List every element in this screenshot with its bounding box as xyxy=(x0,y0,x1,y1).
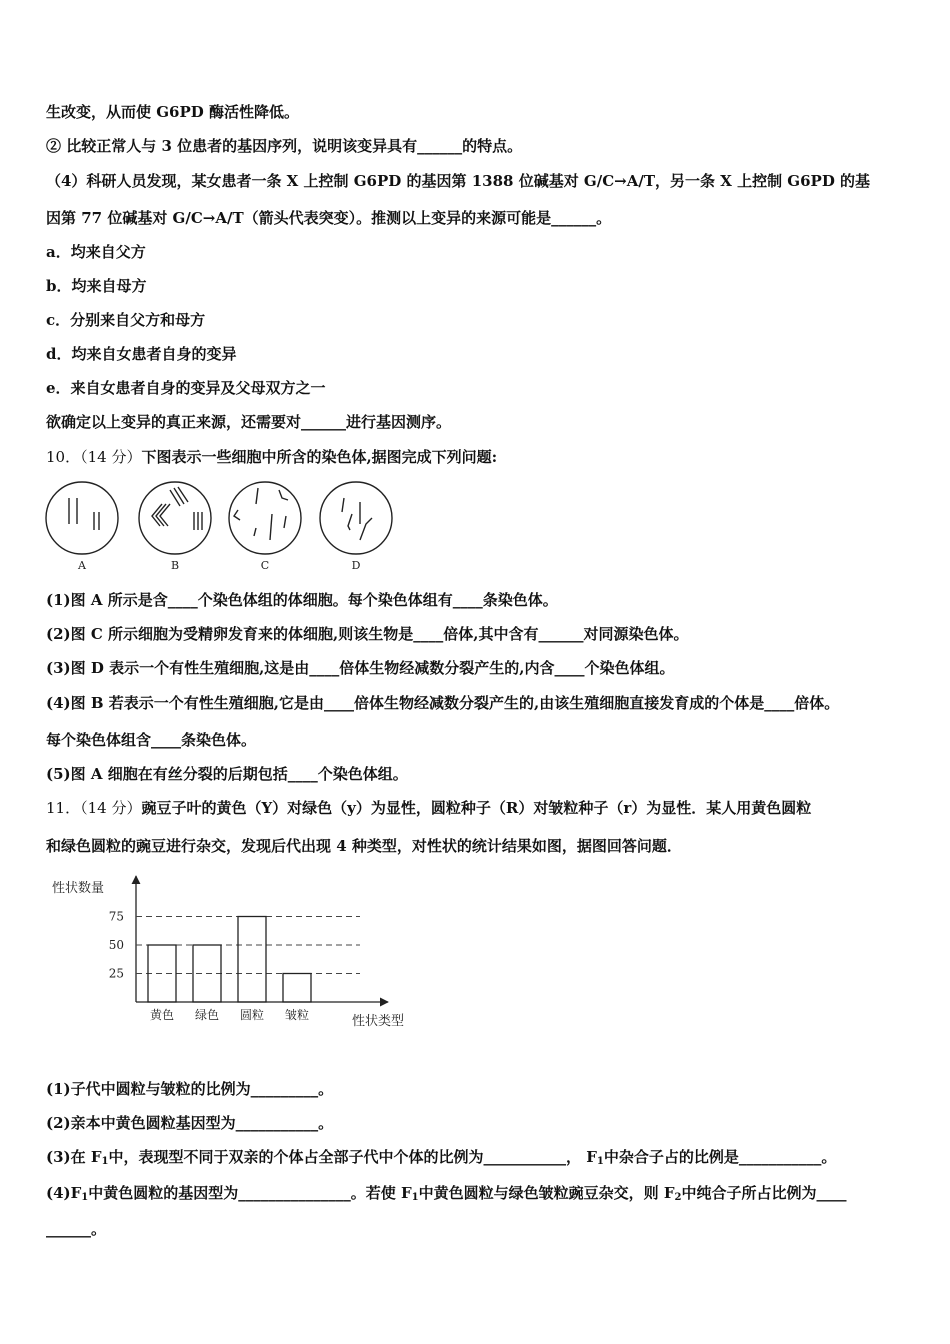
q10-part-4: (4)图 B 若表示一个有性生殖细胞,它是由____倍体生物经减数分裂产生的,由该生殖细胞直接发育成的个体是____倍体。 xyxy=(46,694,840,712)
text: (4)F xyxy=(46,1184,82,1202)
bar xyxy=(283,974,311,1003)
option-c: c．分别来自父方和母方 xyxy=(46,311,206,329)
cell-label: B xyxy=(170,559,180,572)
x-axis-label: 性状类型 xyxy=(352,1014,405,1029)
question-10-header xyxy=(46,447,497,467)
category-label: 绿色 xyxy=(194,1008,220,1022)
bar xyxy=(238,917,266,1003)
q11-part-4 xyxy=(46,1183,846,1208)
option-b: b．均来自母方 xyxy=(46,277,147,295)
subscript: 1 xyxy=(411,1192,419,1203)
text: 中纯合子所占比例为____ xyxy=(681,1184,847,1202)
trait-bar-chart xyxy=(40,872,430,1042)
subscript: 1 xyxy=(596,1156,604,1167)
chromosome-cells-figure xyxy=(42,478,402,574)
text: 中杂合子占的比例是___________。 xyxy=(603,1148,837,1166)
y-axis-label: 性状数量 xyxy=(52,881,105,896)
q10-part-1: (1)图 A 所示是含____个染色体组的体细胞。每个染色体组有____条染色体。 xyxy=(46,591,558,609)
text-line: ② 比较正常人与 3 位患者的基因序列，说明该变异具有______的特点。 xyxy=(46,137,523,155)
q10-part-3: (3)图 D 表示一个有性生殖细胞,这是由____倍体生物经减数分裂产生的,内含____个染色体组。 xyxy=(46,659,675,677)
subscript: 1 xyxy=(81,1192,89,1203)
q10-part-5: (5)图 A 细胞在有丝分裂的后期包括____个染色体组。 xyxy=(46,765,408,783)
category-label: 黄色 xyxy=(149,1008,175,1022)
option-e: e．来自女患者自身的变异及父母双方之一 xyxy=(46,379,326,397)
q11-part-2: (2)亲本中黄色圆粒基因型为___________。 xyxy=(46,1114,334,1132)
text-line: 生改变，从而使 G6PD 酶活性降低。 xyxy=(46,103,299,121)
cell-a xyxy=(46,482,118,554)
category-label: 皱粒 xyxy=(284,1008,310,1022)
option-d: d．均来自女患者自身的变异 xyxy=(46,345,237,363)
text-line: 因第 77 位碱基对 G/C→A/T（箭头代表突变）。推测以上变异的来源可能是______。 xyxy=(46,209,612,227)
text: 中，表现型不同于双亲的个体占全部子代中个体的比例为___________， F xyxy=(108,1148,597,1166)
subscript: 2 xyxy=(674,1192,682,1203)
question-stem: 下图表示一些细胞中所含的染色体,据图完成下列问题: xyxy=(141,448,498,466)
text: 中黄色圆粒与绿色皱粒豌豆杂交，则 F xyxy=(418,1184,675,1202)
cell-d xyxy=(320,482,392,554)
q10-part-2: (2)图 C 所示细胞为受精卵发育来的体细胞,则该生物是____倍体,其中含有______对同源染色体。 xyxy=(46,625,689,643)
y-tick-label: 50 xyxy=(108,938,124,952)
q11-part-1: (1)子代中圆粒与皱粒的比例为_________。 xyxy=(46,1080,334,1098)
question-number: 11．（14 分） xyxy=(46,799,142,817)
cell-c xyxy=(229,482,301,554)
option-a: a．均来自父方 xyxy=(46,243,146,261)
category-label: 圆粒 xyxy=(239,1008,265,1022)
text: 中黄色圆粒的基因型为_______________。若使 F xyxy=(88,1184,412,1202)
q10-part-4-cont: 每个染色体组含____条染色体。 xyxy=(46,731,257,749)
subscript: 1 xyxy=(101,1156,109,1167)
y-tick-label: 25 xyxy=(108,966,124,981)
q11-part-3 xyxy=(46,1147,836,1172)
text-line: 欲确定以上变异的真正来源，还需要对______进行基因测序。 xyxy=(46,413,452,431)
y-tick-label: 75 xyxy=(108,909,124,924)
text-line: （4）科研人员发现，某女患者一条 X 上控制 G6PD 的基因第 1388 位碱基对 G/C→A/T，另一条 X 上控制 G6PD 的基 xyxy=(46,172,871,190)
cell-b xyxy=(139,482,211,554)
cell-label: A xyxy=(78,559,86,572)
question-stem: 豌豆子叶的黄色（Y）对绿色（y）为显性，圆粒种子（R）对皱粒种子（r）为显性．某人用黄色圆粒 xyxy=(141,799,812,817)
q11-part-4-cont: ______。 xyxy=(46,1220,107,1238)
cell-label: C xyxy=(260,559,270,572)
question-11-header xyxy=(46,798,811,818)
text-line: 和绿色圆粒的豌豆进行杂交，发现后代出现 4 种类型，对性状的统计结果如图，据图回答问题． xyxy=(46,837,682,855)
question-number: 10．（14 分） xyxy=(46,448,142,466)
cell-label: D xyxy=(351,559,361,572)
text: (3)在 F xyxy=(46,1148,102,1166)
